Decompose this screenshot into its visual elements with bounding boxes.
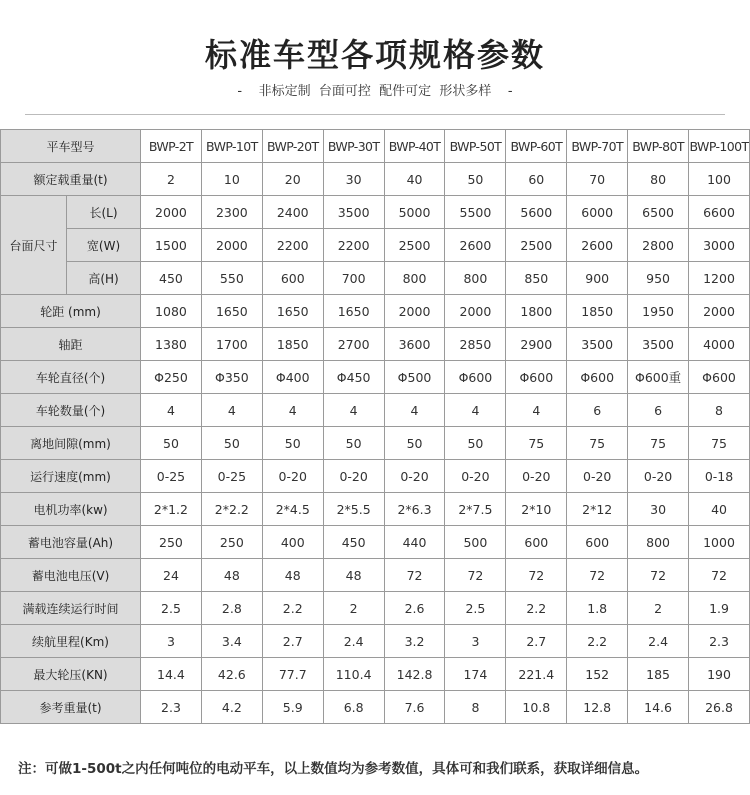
value-cell: 2.7 [262, 625, 323, 658]
value-cell: 72 [384, 559, 445, 592]
value-cell: Φ600 [689, 361, 750, 394]
value-cell: 1950 [628, 295, 689, 328]
value-cell: 30 [628, 493, 689, 526]
value-cell: 152 [567, 658, 628, 691]
value-cell: 75 [567, 427, 628, 460]
value-cell: 50 [323, 427, 384, 460]
table-size-label: 台面尺寸 [1, 196, 67, 295]
value-cell: 3.2 [384, 625, 445, 658]
value-cell: 3600 [384, 328, 445, 361]
spec-row [1, 625, 750, 658]
value-cell: 4 [141, 394, 202, 427]
value-cell: 3500 [628, 328, 689, 361]
value-cell: 50 [201, 427, 262, 460]
value-cell: 2000 [141, 196, 202, 229]
value-cell: 3 [141, 625, 202, 658]
model-cell: BWP-40T [384, 130, 445, 163]
value-cell: 2500 [384, 229, 445, 262]
value-cell: 2200 [262, 229, 323, 262]
value-cell: 1500 [141, 229, 202, 262]
value-cell: 5000 [384, 196, 445, 229]
value-cell: 250 [141, 526, 202, 559]
value-cell: Φ600重 [628, 361, 689, 394]
value-cell: 5500 [445, 196, 506, 229]
value-cell: 440 [384, 526, 445, 559]
value-cell: 6500 [628, 196, 689, 229]
value-cell: 2*2.2 [201, 493, 262, 526]
spec-table [0, 129, 750, 724]
value-cell: 2.2 [262, 592, 323, 625]
value-cell: 8 [445, 691, 506, 724]
value-cell: 0-20 [323, 460, 384, 493]
value-cell: 1380 [141, 328, 202, 361]
value-cell: Φ250 [141, 361, 202, 394]
value-cell: 2000 [445, 295, 506, 328]
value-cell: 72 [628, 559, 689, 592]
value-cell: 0-18 [689, 460, 750, 493]
value-cell: 30 [323, 163, 384, 196]
value-cell: 800 [628, 526, 689, 559]
value-cell: 2000 [689, 295, 750, 328]
value-cell: 0-25 [141, 460, 202, 493]
value-cell: 2.6 [384, 592, 445, 625]
row-sublabel: 宽(W) [67, 229, 141, 262]
value-cell: 2.5 [445, 592, 506, 625]
value-cell: 100 [689, 163, 750, 196]
spec-row [1, 394, 750, 427]
value-cell: 2*10 [506, 493, 567, 526]
model-cell: BWP-20T [262, 130, 323, 163]
value-cell: 2 [628, 592, 689, 625]
table-size-length-row [1, 196, 750, 229]
value-cell: 850 [506, 262, 567, 295]
value-cell: 500 [445, 526, 506, 559]
row-sublabel: 高(H) [67, 262, 141, 295]
value-cell: 2.7 [506, 625, 567, 658]
value-cell: 3500 [567, 328, 628, 361]
spec-row [1, 427, 750, 460]
value-cell: Φ600 [445, 361, 506, 394]
model-row [1, 130, 750, 163]
value-cell: 2.2 [506, 592, 567, 625]
value-cell: 1.9 [689, 592, 750, 625]
value-cell: 0-20 [445, 460, 506, 493]
value-cell: 1650 [262, 295, 323, 328]
value-cell: 2600 [445, 229, 506, 262]
value-cell: 2*6.3 [384, 493, 445, 526]
value-cell: 48 [262, 559, 323, 592]
model-cell: BWP-10T [201, 130, 262, 163]
value-cell: 950 [628, 262, 689, 295]
value-cell: 1800 [506, 295, 567, 328]
value-cell: 40 [384, 163, 445, 196]
spec-table-body [1, 130, 750, 724]
model-cell: BWP-50T [445, 130, 506, 163]
value-cell: 5600 [506, 196, 567, 229]
value-cell: 40 [689, 493, 750, 526]
value-cell: 0-20 [384, 460, 445, 493]
row-label: 续航里程(Km) [1, 625, 141, 658]
value-cell: 48 [323, 559, 384, 592]
value-cell: 12.8 [567, 691, 628, 724]
model-cell: BWP-100T [689, 130, 750, 163]
value-cell: 80 [628, 163, 689, 196]
value-cell: 4 [445, 394, 506, 427]
value-cell: 1700 [201, 328, 262, 361]
value-cell: 72 [445, 559, 506, 592]
row-label: 参考重量(t) [1, 691, 141, 724]
value-cell: 2.4 [628, 625, 689, 658]
value-cell: 72 [567, 559, 628, 592]
value-cell: 77.7 [262, 658, 323, 691]
value-cell: 14.4 [141, 658, 202, 691]
value-cell: 1850 [567, 295, 628, 328]
page-subtitle: - 非标定制 台面可控 配件可定 形状多样 - [237, 84, 513, 99]
value-cell: 6600 [689, 196, 750, 229]
value-cell: 50 [445, 163, 506, 196]
spec-row [1, 361, 750, 394]
divider [25, 114, 725, 115]
spec-row [1, 526, 750, 559]
value-cell: 450 [141, 262, 202, 295]
spec-row [1, 328, 750, 361]
row-label: 最大轮压(KN) [1, 658, 141, 691]
value-cell: Φ350 [201, 361, 262, 394]
row-label: 额定载重量(t) [1, 163, 141, 196]
spec-row [1, 691, 750, 724]
model-cell: BWP-70T [567, 130, 628, 163]
value-cell: 4 [506, 394, 567, 427]
value-cell: 6 [628, 394, 689, 427]
value-cell: 600 [262, 262, 323, 295]
value-cell: 550 [201, 262, 262, 295]
value-cell: 60 [506, 163, 567, 196]
value-cell: 1650 [201, 295, 262, 328]
value-cell: 221.4 [506, 658, 567, 691]
value-cell: Φ600 [506, 361, 567, 394]
value-cell: 2.8 [201, 592, 262, 625]
model-cell: BWP-60T [506, 130, 567, 163]
row-sublabel: 长(L) [67, 196, 141, 229]
value-cell: Φ600 [567, 361, 628, 394]
value-cell: Φ450 [323, 361, 384, 394]
value-cell: 2.4 [323, 625, 384, 658]
value-cell: 42.6 [201, 658, 262, 691]
value-cell: 2*4.5 [262, 493, 323, 526]
value-cell: 2200 [323, 229, 384, 262]
value-cell: 900 [567, 262, 628, 295]
value-cell: 2*7.5 [445, 493, 506, 526]
value-cell: 600 [567, 526, 628, 559]
load-row [1, 163, 750, 196]
model-cell: BWP-30T [323, 130, 384, 163]
value-cell: 0-25 [201, 460, 262, 493]
value-cell: 10 [201, 163, 262, 196]
value-cell: 0-20 [506, 460, 567, 493]
value-cell: 174 [445, 658, 506, 691]
value-cell: 2700 [323, 328, 384, 361]
row-label: 蓄电池电压(V) [1, 559, 141, 592]
model-cell: BWP-80T [628, 130, 689, 163]
spec-row [1, 559, 750, 592]
spec-row [1, 295, 750, 328]
spec-row [1, 460, 750, 493]
value-cell: 6.8 [323, 691, 384, 724]
value-cell: 2900 [506, 328, 567, 361]
value-cell: 4000 [689, 328, 750, 361]
value-cell: 75 [628, 427, 689, 460]
spec-row [1, 658, 750, 691]
value-cell: 2000 [201, 229, 262, 262]
value-cell: 2*1.2 [141, 493, 202, 526]
value-cell: 400 [262, 526, 323, 559]
value-cell: 20 [262, 163, 323, 196]
value-cell: 4.2 [201, 691, 262, 724]
value-cell: 75 [689, 427, 750, 460]
value-cell: 3500 [323, 196, 384, 229]
value-cell: 1650 [323, 295, 384, 328]
value-cell: 2600 [567, 229, 628, 262]
value-cell: 2000 [384, 295, 445, 328]
value-cell: 72 [689, 559, 750, 592]
value-cell: 75 [506, 427, 567, 460]
value-cell: 2800 [628, 229, 689, 262]
value-cell: 2.5 [141, 592, 202, 625]
value-cell: 6 [567, 394, 628, 427]
value-cell: 8 [689, 394, 750, 427]
footer-note: 注：可做1-500t之内任何吨位的电动平车，以上数值均为参考数值，具体可和我们联系，获取详细信息。 [18, 761, 649, 777]
value-cell: 72 [506, 559, 567, 592]
value-cell: 70 [567, 163, 628, 196]
model-cell: BWP-2T [141, 130, 202, 163]
value-cell: 600 [506, 526, 567, 559]
value-cell: 48 [201, 559, 262, 592]
value-cell: 800 [384, 262, 445, 295]
value-cell: 110.4 [323, 658, 384, 691]
row-label: 轴距 [1, 328, 141, 361]
row-label: 运行速度(mm) [1, 460, 141, 493]
value-cell: 1850 [262, 328, 323, 361]
value-cell: 2*5.5 [323, 493, 384, 526]
spec-row [1, 493, 750, 526]
row-label: 满载连续运行时间 [1, 592, 141, 625]
value-cell: Φ400 [262, 361, 323, 394]
value-cell: 50 [384, 427, 445, 460]
row-label: 离地间隙(mm) [1, 427, 141, 460]
value-cell: 3 [445, 625, 506, 658]
value-cell: 6000 [567, 196, 628, 229]
value-cell: 800 [445, 262, 506, 295]
value-cell: 2.3 [141, 691, 202, 724]
value-cell: 4 [262, 394, 323, 427]
value-cell: 50 [262, 427, 323, 460]
value-cell: 4 [384, 394, 445, 427]
value-cell: 0-20 [628, 460, 689, 493]
value-cell: 2.2 [567, 625, 628, 658]
value-cell: 4 [201, 394, 262, 427]
row-label: 电机功率(kw) [1, 493, 141, 526]
value-cell: 24 [141, 559, 202, 592]
value-cell: 0-20 [262, 460, 323, 493]
spec-row [1, 592, 750, 625]
value-cell: 2.3 [689, 625, 750, 658]
value-cell: 1.8 [567, 592, 628, 625]
value-cell: 50 [445, 427, 506, 460]
value-cell: 190 [689, 658, 750, 691]
value-cell: 2 [141, 163, 202, 196]
page-title: 标准车型各项规格参数 [204, 36, 545, 74]
value-cell: 26.8 [689, 691, 750, 724]
value-cell: 7.6 [384, 691, 445, 724]
value-cell: 1000 [689, 526, 750, 559]
row-label: 车轮直径(个) [1, 361, 141, 394]
value-cell: 2 [323, 592, 384, 625]
value-cell: 142.8 [384, 658, 445, 691]
value-cell: 185 [628, 658, 689, 691]
value-cell: 700 [323, 262, 384, 295]
value-cell: 2300 [201, 196, 262, 229]
value-cell: 250 [201, 526, 262, 559]
value-cell: 1080 [141, 295, 202, 328]
value-cell: 2850 [445, 328, 506, 361]
value-cell: 2400 [262, 196, 323, 229]
row-label: 车轮数量(个) [1, 394, 141, 427]
value-cell: 3000 [689, 229, 750, 262]
table-size-width-row [1, 229, 750, 262]
row-label: 蓄电池容量(Ah) [1, 526, 141, 559]
value-cell: 10.8 [506, 691, 567, 724]
value-cell: 5.9 [262, 691, 323, 724]
row-label: 轮距 (mm) [1, 295, 141, 328]
value-cell: 3.4 [201, 625, 262, 658]
value-cell: 4 [323, 394, 384, 427]
value-cell: 1200 [689, 262, 750, 295]
value-cell: 450 [323, 526, 384, 559]
value-cell: 2500 [506, 229, 567, 262]
value-cell: Φ500 [384, 361, 445, 394]
row-label: 平车型号 [1, 130, 141, 163]
value-cell: 50 [141, 427, 202, 460]
value-cell: 14.6 [628, 691, 689, 724]
table-size-height-row [1, 262, 750, 295]
value-cell: 0-20 [567, 460, 628, 493]
value-cell: 2*12 [567, 493, 628, 526]
